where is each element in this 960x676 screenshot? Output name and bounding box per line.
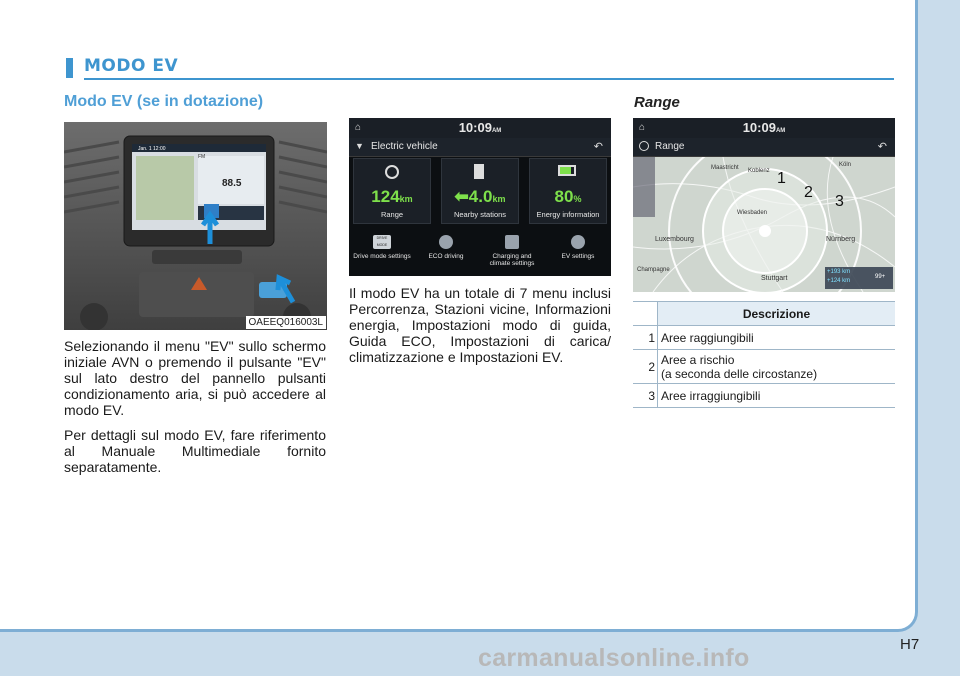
ev-screen-title: Electric vehicle bbox=[371, 141, 438, 152]
button-eco-label: ECO driving bbox=[428, 253, 464, 260]
table-header-num bbox=[633, 302, 658, 326]
photo-frequency: 88.5 bbox=[222, 178, 242, 189]
table-row-num: 1 bbox=[633, 326, 658, 350]
ev-screen-clock: 10:09AM bbox=[458, 120, 502, 135]
home-icon[interactable]: ⌂ bbox=[639, 122, 646, 133]
table-row bbox=[633, 384, 895, 408]
tile-nearby-stations[interactable] bbox=[441, 158, 519, 224]
header-title: MODO EV bbox=[84, 56, 179, 76]
back-icon[interactable]: ↶ bbox=[877, 141, 887, 153]
button-charging-climate[interactable] bbox=[487, 232, 537, 274]
table-row bbox=[633, 350, 895, 384]
home-icon[interactable]: ⌂ bbox=[355, 122, 362, 133]
table-header-row bbox=[633, 302, 895, 326]
tile-range-value: 124km bbox=[371, 187, 413, 206]
city-nurnberg: Nürnberg bbox=[826, 236, 856, 243]
table-header: Descrizione bbox=[658, 302, 896, 326]
table-row bbox=[633, 326, 895, 350]
header-rule bbox=[84, 78, 894, 80]
section-title: Modo EV (se in dotazione) bbox=[64, 93, 264, 110]
info-icon bbox=[639, 141, 649, 151]
col1-paragraph-1: Selezionando il menu "EV" sullo schermo iniziale AVN o premendo il pulsante "EV" sul lato destro del pannello pulsanti condizionamento aria, si può accedere al modo EV. bbox=[64, 338, 326, 418]
city-luxembourg: Luxembourg bbox=[655, 236, 694, 243]
photo-code: OAEEQ016003L bbox=[246, 316, 327, 329]
button-ev-settings-label: EV settings bbox=[561, 253, 595, 260]
range-screen-clock: 10:09AM bbox=[742, 120, 786, 135]
watermark: carmanualsonline.info bbox=[478, 644, 750, 672]
button-eco-driving[interactable] bbox=[421, 232, 471, 274]
button-drive-mode-label: Drive mode settings bbox=[353, 253, 411, 260]
charging-climate-icon bbox=[505, 235, 519, 249]
gear-icon bbox=[571, 235, 585, 249]
marker-2: 2 bbox=[804, 184, 813, 201]
tile-range[interactable] bbox=[353, 158, 431, 224]
chevron-down-icon: ▼ bbox=[355, 141, 364, 151]
compass-icon bbox=[385, 165, 399, 179]
tile-nearby-label: Nearby stations bbox=[453, 210, 507, 219]
charging-station-icon bbox=[474, 164, 484, 179]
city-maastricht: Maastricht bbox=[711, 165, 739, 171]
city-stuttgart: Stuttgart bbox=[761, 275, 788, 282]
city-wiesbaden: Wiesbaden bbox=[737, 210, 768, 216]
ev-screen-topbar bbox=[349, 118, 611, 139]
table-row-num: 3 bbox=[633, 384, 658, 408]
range-info-1: +193 km bbox=[827, 269, 851, 275]
range-screen-titlebar bbox=[633, 138, 895, 157]
range-screen bbox=[633, 118, 895, 292]
description-table bbox=[633, 301, 895, 408]
tile-nearby-value: ⬅4.0km bbox=[454, 187, 506, 206]
drive-mode-icon: DRIVE MODE bbox=[373, 235, 391, 249]
ev-screen-titlebar bbox=[349, 138, 611, 157]
battery-icon bbox=[558, 165, 576, 176]
range-title: Range bbox=[634, 94, 680, 111]
range-info-pct: 99+ bbox=[875, 274, 886, 280]
range-screen-title: Range bbox=[655, 141, 685, 152]
button-charging-label: Charging and climate settings bbox=[489, 253, 535, 267]
table-row-desc bbox=[658, 350, 896, 384]
button-ev-settings[interactable] bbox=[553, 232, 603, 274]
tile-energy-information[interactable] bbox=[529, 158, 607, 224]
tile-range-label: Range bbox=[380, 210, 404, 219]
col2-paragraph-1: Il modo EV ha un totale di 7 menu inclusi Percorrenza, Stazioni vicine, Informazioni energia, Impostazioni modo di guida, Guida ECO, Impostazioni di carica/ climatizzazione e Impostazioni EV. bbox=[349, 285, 611, 365]
header-accent-bar bbox=[66, 58, 73, 78]
table-row-desc: Aree irraggiungibili bbox=[658, 384, 896, 408]
photo-band: FM bbox=[198, 154, 206, 160]
table-row-desc-line2: (a seconda delle circostanze) bbox=[661, 366, 818, 381]
range-info-2: +124 km bbox=[827, 278, 851, 284]
col1-paragraph-2: Per dettagli sul modo EV, fare riferimento al Manuale Multimediale fornito separatamente. bbox=[64, 427, 326, 475]
city-koln: Köln bbox=[839, 162, 852, 168]
marker-3: 3 bbox=[835, 193, 844, 210]
button-drive-mode[interactable] bbox=[353, 232, 411, 274]
ev-screen bbox=[349, 118, 611, 276]
photo-date: Jan. 1 12:00 bbox=[138, 146, 166, 152]
tile-energy-label: Energy information bbox=[536, 210, 600, 219]
back-icon[interactable]: ↶ bbox=[593, 141, 603, 153]
page-number: H7 bbox=[900, 636, 920, 653]
table-row-num: 2 bbox=[633, 350, 658, 384]
table-row-desc-line1: Aree a rischio bbox=[661, 352, 735, 367]
city-koblenz: Koblenz bbox=[748, 168, 770, 174]
dashboard-illustration bbox=[64, 122, 327, 330]
eco-icon bbox=[439, 235, 453, 249]
dashboard-photo bbox=[64, 122, 327, 330]
range-screen-topbar bbox=[633, 118, 895, 139]
marker-1: 1 bbox=[777, 170, 786, 187]
city-champagne: Champagne bbox=[637, 267, 670, 273]
range-map[interactable] bbox=[633, 157, 895, 292]
tile-energy-value: 80% bbox=[554, 187, 582, 206]
table-row-desc: Aree raggiungibili bbox=[658, 326, 896, 350]
